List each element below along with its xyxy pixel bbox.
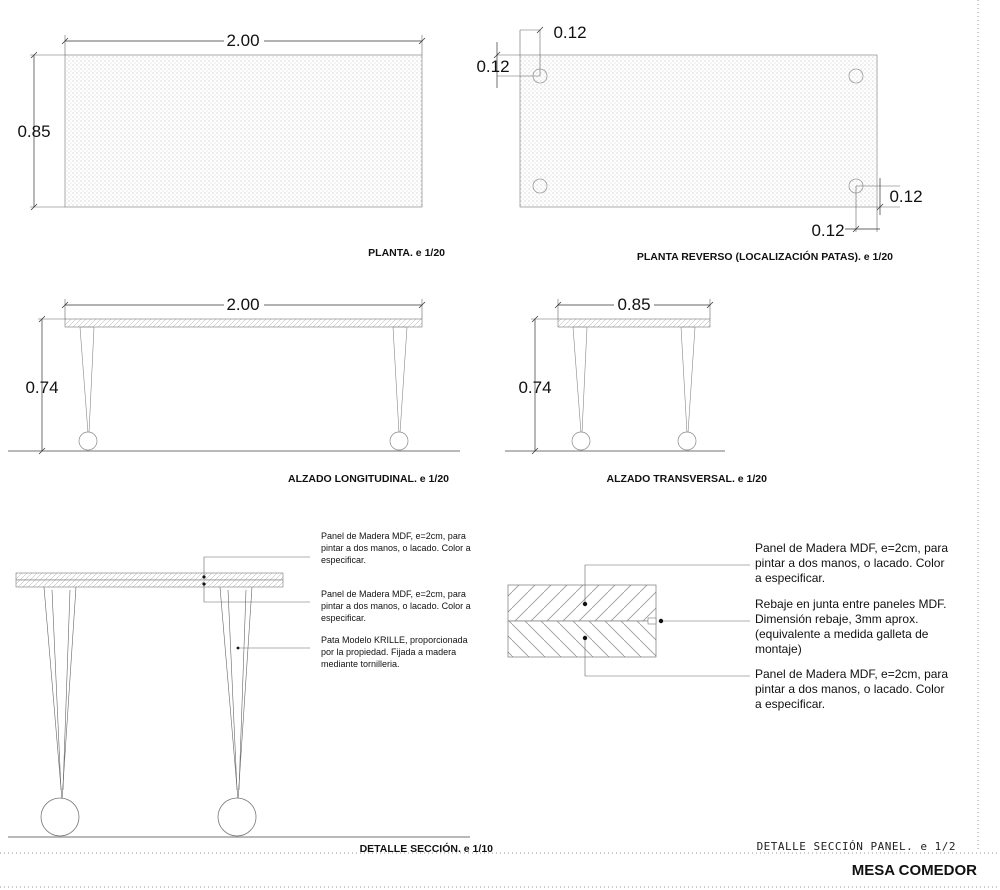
alzado-long-length-dim: 2.00 xyxy=(226,295,260,314)
panel-note-2: Rebaje en junta entre paneles MDF. Dimensión rebaje, 3mm aprox. (equivalente a medida galleta de montaje) xyxy=(755,597,947,656)
leg-foot xyxy=(678,432,696,450)
leg-foot xyxy=(79,432,97,450)
table-top-underside xyxy=(520,55,877,207)
panel-note-3: Panel de Madera MDF, e=2cm, para pintar a dos manos, o lacado. Color a especificar. xyxy=(755,667,949,711)
view-alzado-transversal xyxy=(505,295,767,485)
seccion-note-3: Pata Modelo KRILLE, proporcionada por la propiedad. Fijada a madera mediante tornilleria. xyxy=(321,635,468,669)
leader-dot xyxy=(659,619,663,623)
leader-dot xyxy=(583,602,587,606)
reverso-offset-top-v: 0.12 xyxy=(476,57,510,76)
table-top-plan xyxy=(65,55,422,207)
table-leg xyxy=(681,327,695,433)
seccion-note-2: Panel de Madera MDF, e=2cm, para pintar a dos manos, o lacado. Color a especificar. xyxy=(321,589,471,623)
table-leg xyxy=(573,327,587,433)
view-detalle-seccion xyxy=(8,531,493,855)
table-leg xyxy=(393,327,407,433)
planta-width-dim: 0.85 xyxy=(17,122,51,141)
panel-note-1: Panel de Madera MDF, e=2cm, para pintar a dos manos, o lacado. Color a especificar. xyxy=(755,541,949,585)
leader-dot xyxy=(583,636,587,640)
leader-dot xyxy=(202,582,205,585)
alzado-long-height-dim: 0.74 xyxy=(25,378,59,397)
mdf-panel-section-top xyxy=(508,585,656,621)
alzado-trans-height-dim: 0.74 xyxy=(518,378,552,397)
alzado-trans-width-dim: 0.85 xyxy=(617,295,651,314)
reverso-offset-top-h: 0.12 xyxy=(553,23,587,42)
reverso-offset-bottom-v: 0.12 xyxy=(889,187,923,206)
alzado-longitudinal-caption: ALZADO LONGITUDINAL. e 1/20 xyxy=(287,473,449,485)
view-detalle-panel xyxy=(508,541,956,853)
mdf-panel-top xyxy=(16,573,283,580)
table-leg xyxy=(80,327,94,433)
detalle-seccion-caption: DETALLE SECCIÓN. e 1/10 xyxy=(359,843,493,855)
mdf-panel-section-bottom xyxy=(508,621,656,657)
planta-caption: PLANTA. e 1/20 xyxy=(368,247,445,259)
leader-dot xyxy=(237,647,240,650)
joint-rebate xyxy=(648,618,656,624)
alzado-transversal-caption: ALZADO TRANSVERSAL. e 1/20 xyxy=(606,473,767,485)
planta-length-dim: 2.00 xyxy=(226,31,260,50)
reverso-offset-bottom-h: 0.12 xyxy=(811,221,845,240)
detalle-panel-caption: DETALLE SECCIÓN PANEL. e 1/2 xyxy=(756,840,956,853)
sheet-title: MESA COMEDOR xyxy=(851,862,977,879)
leg-foot xyxy=(572,432,590,450)
view-planta xyxy=(17,31,445,259)
leader-dot xyxy=(202,575,205,578)
leg-foot xyxy=(390,432,408,450)
table-top-elevation xyxy=(558,319,710,327)
leg-foot xyxy=(41,798,79,836)
mdf-panel-bottom xyxy=(16,580,283,587)
view-planta-reverso xyxy=(476,23,922,263)
view-alzado-longitudinal xyxy=(8,295,460,485)
planta-reverso-caption: PLANTA REVERSO (LOCALIZACIÓN PATAS). e 1/20 xyxy=(636,251,893,263)
seccion-note-1: Panel de Madera MDF, e=2cm, para pintar a dos manos, o lacado. Color a especificar. xyxy=(321,531,471,565)
table-top-elevation xyxy=(65,319,422,327)
leg-foot xyxy=(218,798,256,836)
